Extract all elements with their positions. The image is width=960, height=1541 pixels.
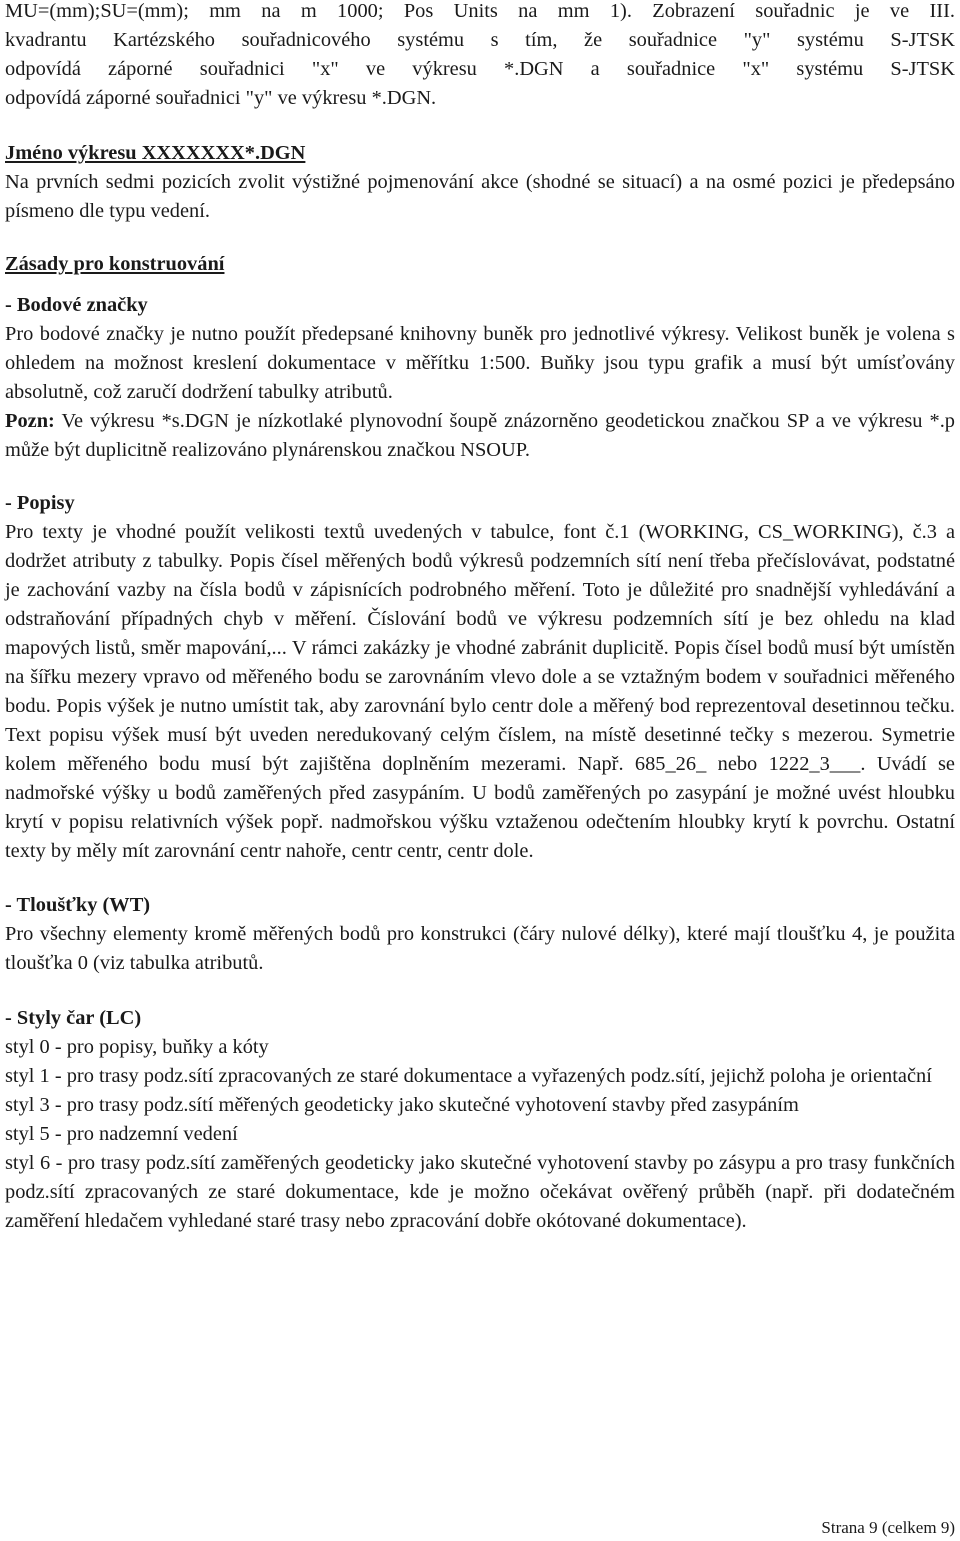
styles-heading: - Styly čar (LC): [5, 1007, 142, 1029]
style-item: styl 3 - pro trasy podz.sítí měřených geodeticky jako skutečné vyhotovení stavby před zasypáním: [5, 1094, 799, 1116]
labels-section: [5, 489, 955, 866]
weight-heading: - Tloušťky (WT): [5, 894, 151, 916]
document-page: [5, 0, 955, 1236]
labels-paragraph: Pro texty je vhodné použít velikosti textů uvedených v tabulce, font č.1 (WORKING, CS_WORKING), č.3 a dodržet atributy z tabulky. Popis čísel měřených bodů výkresů podzemních sítí není třeba přečíslovávat, podstatné je zachování vazby na čísla bodů v zápisnících podrobného měření. Toto je důležité pro snadnější vyhledávání a odstraňování případných chyb v měření. Číslování bodů ve výkresu podzemních sítí je bez ohledu na klad mapových listů, směr mapování,... V rámci zakázky je vhodné zabránit duplicitě. Popis čísel bodů musí být umístěn na šířku mezery vpravo od měřeného bodu se zarovnáním vlevo dole a se vztažným bodem v souřadnici měřeného bodu. Popis výšek je nutno umístit tak, aby zarovnání bylo centr dole a měřený bod reprezentoval desetinnou tečku. Text popisu výšek musí být uveden neredukovaný celým číslem, na místě desetinné tečky s mezerou. Symetrie kolem měřeného bodu musí být zajištěna doplněním mezerami. Např. 685_26_ nebo 1222_3___. Uvádí se nadmořské výšky u bodů zaměřených před zasypáním. U bodů zaměřených po zasypání je možné uvést hloubku krytí v popisu relativních výšek popř. nadmořskou výšku vztaženou odečtením hloubky krytí k povrchu. Ostatní texty by měly mít zarovnání centr nahoře, centr centr, centr dole.: [5, 521, 955, 862]
naming-heading: Jméno výkresu XXXXXXX*.DGN: [5, 142, 306, 164]
page-number: Strana 9 (celkem 9): [821, 1518, 955, 1537]
weight-paragraph: Pro všechny elementy kromě měřených bodů pro konstrukci (čáry nulové délky), které mají tloušťku 4, je použita tloušťka 0 (viz tabulka atributů.: [5, 923, 955, 974]
intro-line: odpovídá záporné souřadnici "y" ve výkresu *.DGN.: [5, 87, 437, 109]
principles-heading: Zásady pro konstruování: [5, 253, 225, 275]
note-text: Ve výkresu *s.DGN je nízkotlaké plynovodní šoupě znázorněno geodetickou značkou SP a ve výkresu *.p může být duplicitně realizováno plynárenskou značkou NSOUP.: [5, 410, 955, 461]
naming-paragraph: Na prvních sedmi pozicích zvolit výstižné pojmenování akce (shodné se situací) a na osmé pozici je předepsáno písmeno dle typu vedení.: [5, 171, 955, 222]
principles-section: [5, 250, 955, 465]
style-item: styl 5 - pro nadzemní vedení: [5, 1123, 238, 1145]
labels-heading: - Popisy: [5, 492, 75, 514]
note-label: Pozn:: [5, 410, 55, 432]
style-item: styl 6 - pro trasy podz.sítí zaměřených geodeticky jako skutečné vyhotovení stavby po zásypu a pro trasy funkčních podz.sítí zpracovaných ze staré dokumentace, kde je možno očekávat ověřený průběh (např. při dodatečném zaměření hledačem vyhledané staré trasy nebo zpracování dobře okótované dokumentace).: [5, 1152, 955, 1232]
naming-section: [5, 139, 955, 226]
intro-line: odpovídá záporné souřadnici "x" ve výkresu *.DGN a souřadnice "x" systému S-JTSK: [5, 58, 955, 80]
symbols-paragraph: Pro bodové značky je nutno použít předepsané knihovny buněk pro jednotlivé výkresy. Velikost buněk je volena s ohledem na možnost kreslení dokumentace v měřítku 1:500. Buňky jsou typu grafik a musí být umísťovány absolutně, což zaručí dodržení tabulky atributů.: [5, 323, 955, 403]
weight-section: [5, 891, 955, 978]
intro-line: MU=(mm);SU=(mm); mm na m 1000; Pos Units na mm 1). Zobrazení souřadnic je ve III.: [5, 0, 955, 22]
symbols-note: [5, 407, 955, 465]
style-item: styl 1 - pro trasy podz.sítí zpracovaných ze staré dokumentace a vyřazených podz.sítí, jejichž poloha je orientační: [5, 1065, 932, 1087]
intro-section: [5, 0, 955, 113]
symbols-heading: - Bodové značky: [5, 294, 148, 316]
styles-section: [5, 1004, 955, 1236]
intro-line: kvadrantu Kartézského souřadnicového systému s tím, že souřadnice "y" systému S-JTSK: [5, 29, 955, 51]
style-item: styl 0 - pro popisy, buňky a kóty: [5, 1036, 269, 1058]
